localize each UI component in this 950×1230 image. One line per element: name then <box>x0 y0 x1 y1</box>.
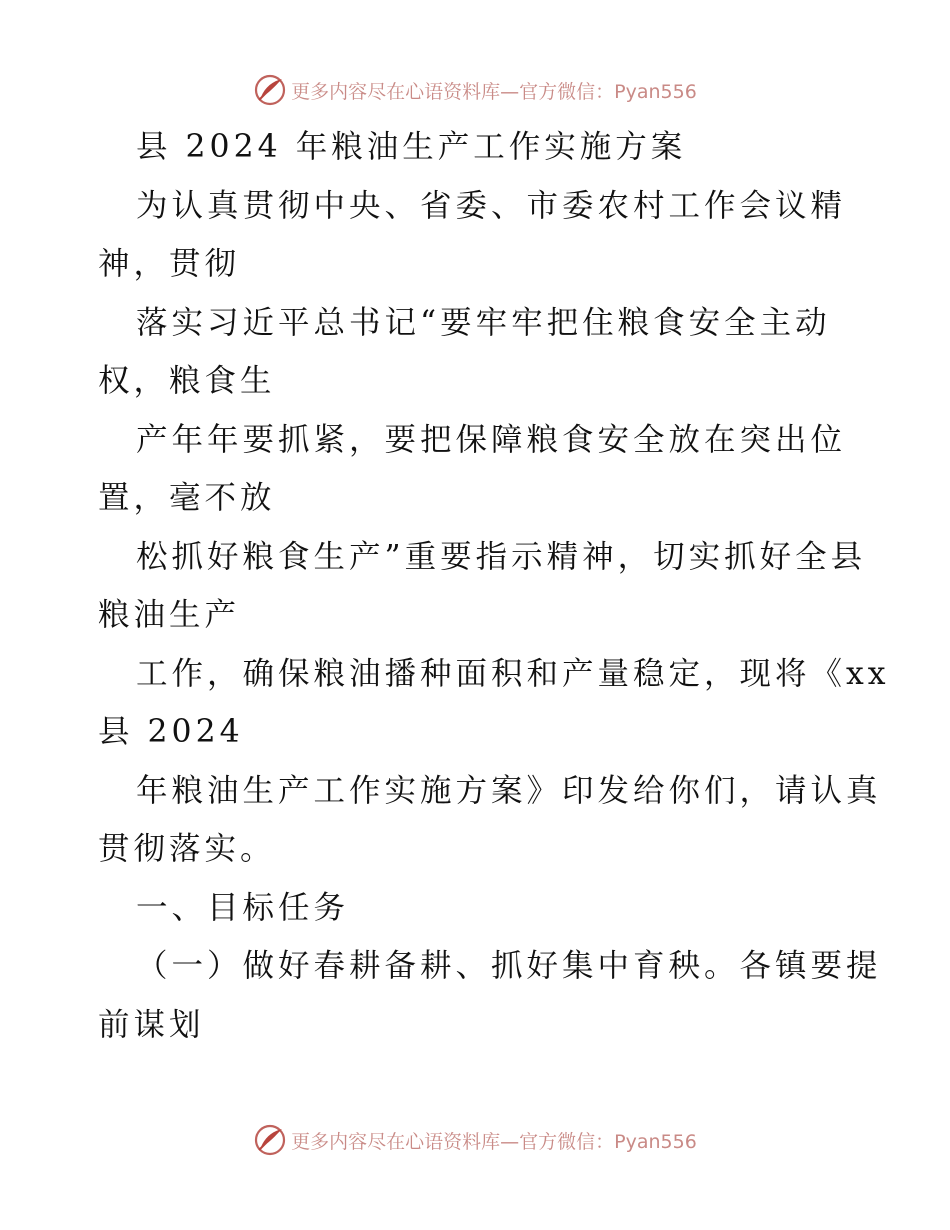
doc-line: （一）做好春耕备耕、抓好集中育秧。各镇要提 <box>136 948 882 984</box>
doc-line: 落实习近平总书记“要牢牢把住粮食安全主动 <box>136 304 831 341</box>
document-body <box>98 118 890 1054</box>
footer-watermark-banner <box>0 1120 950 1160</box>
quill-logo-icon <box>253 1123 287 1157</box>
doc-line: 权，粮食生 <box>98 363 276 399</box>
doc-line: 县 2024 年粮油生产工作实施方案 <box>136 129 687 165</box>
doc-line: 工作，确保粮油播种面积和产量稳定，现将《xx <box>136 655 890 692</box>
header-watermark-banner <box>0 70 950 110</box>
doc-line: 贯彻落实。 <box>98 831 276 867</box>
doc-line: 前谋划 <box>98 1006 205 1043</box>
footer-watermark-text: 更多内容尽在心语资料库—官方微信：Pyan556 <box>291 1130 697 1153</box>
doc-line: 粮油生产 <box>98 597 241 633</box>
header-watermark-text: 更多内容尽在心语资料库—官方微信：Pyan556 <box>291 80 697 103</box>
doc-line: 县 2024 <box>98 714 244 750</box>
doc-line: 为认真贯彻中央、省委、市委农村工作会议精 <box>136 187 847 224</box>
doc-line: 产年年要抓紧，要把保障粮食安全放在突出位 <box>136 421 847 458</box>
doc-line: 一、目标任务 <box>136 889 350 926</box>
doc-line: 神，贯彻 <box>98 246 241 282</box>
doc-line: 置，毫不放 <box>98 480 276 516</box>
doc-line: 年粮油生产工作实施方案》印发给你们，请认真 <box>136 772 882 809</box>
doc-line: 松抓好粮食生产”重要指示精神，切实抓好全县 <box>136 538 867 575</box>
quill-logo-icon <box>253 73 287 107</box>
